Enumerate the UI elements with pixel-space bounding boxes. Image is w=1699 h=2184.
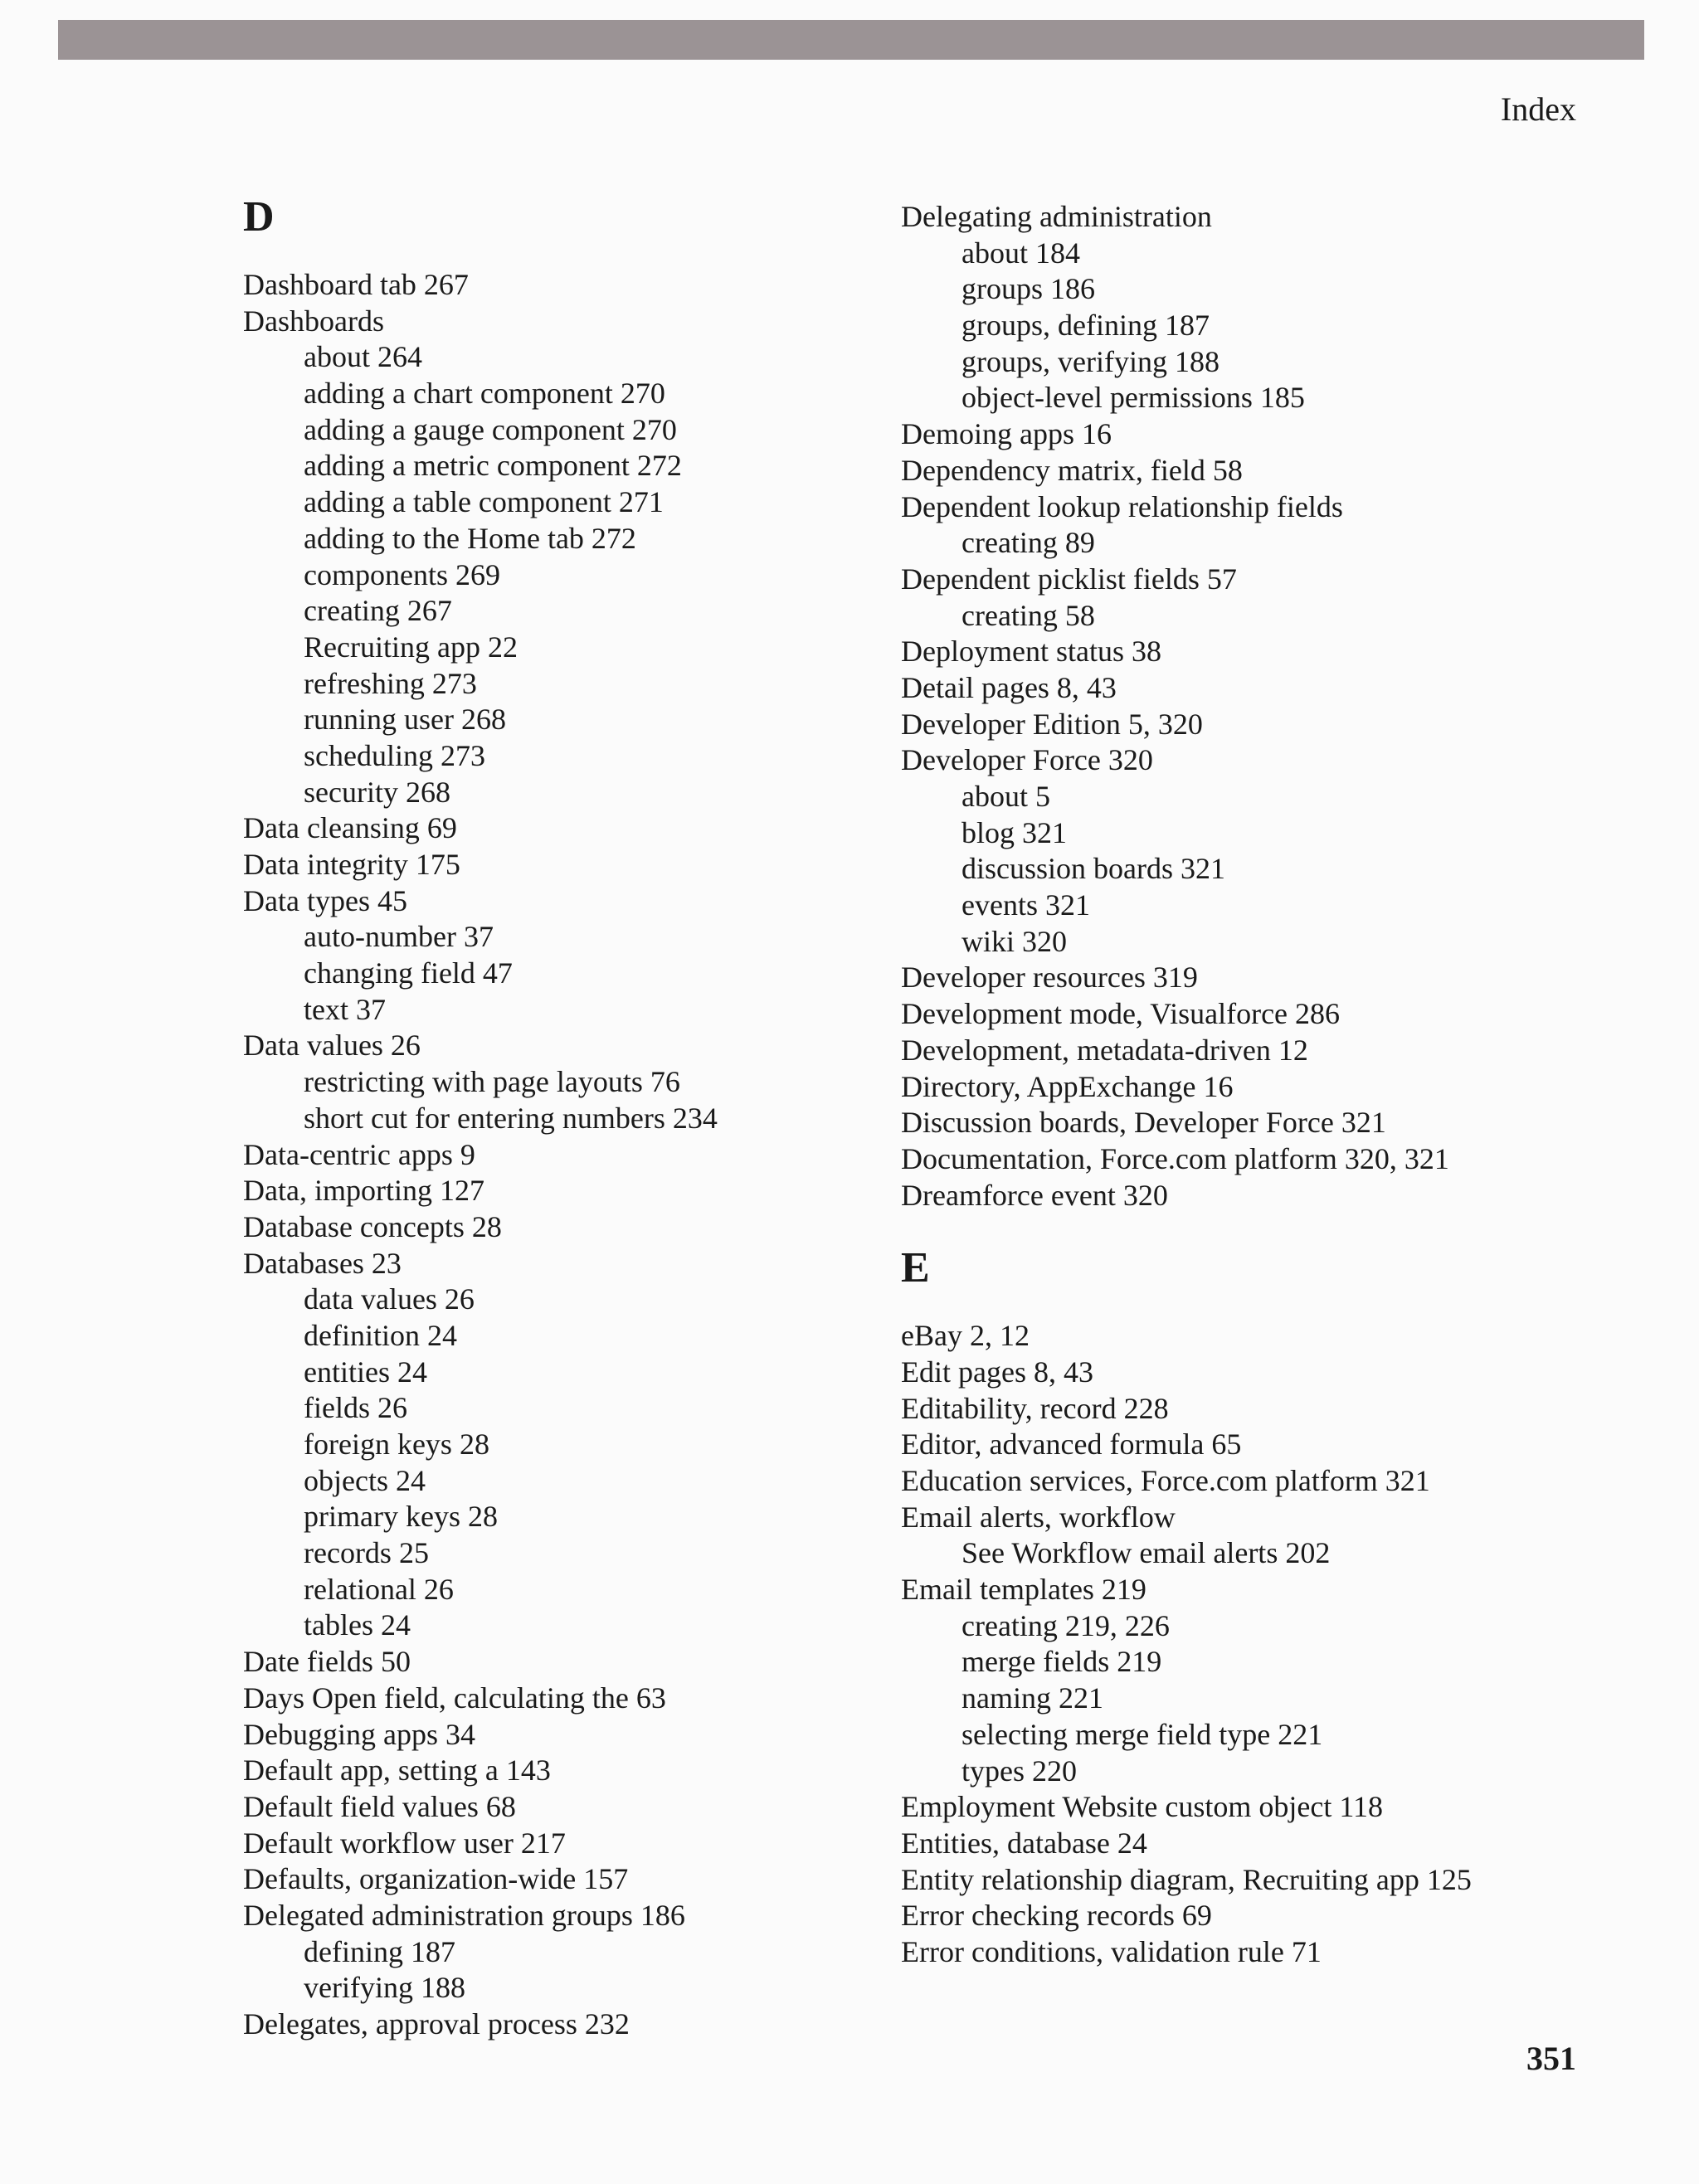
index-subentry: See Workflow email alerts 202 [961,1536,1331,1570]
index-entry: Default field values 68 [243,1789,516,1823]
index-entry: Default workflow user 217 [243,1826,566,1860]
index-entry: Delegates, approval process 232 [243,2007,630,2041]
index-subentry: fields 26 [304,1391,407,1425]
index-subentry: creating 89 [961,526,1095,560]
index-entry: Development, metadata-driven 12 [901,1033,1308,1067]
index-subentry: short cut for entering numbers 234 [304,1101,718,1135]
index-entry: Error conditions, validation rule 71 [901,1934,1322,1968]
index-entry: Employment Website custom object 118 [901,1790,1384,1824]
index-subentry: blog 321 [961,815,1068,849]
index-entry: Entities, database 24 [901,1826,1147,1860]
index-entry: Data values 26 [243,1029,421,1063]
index-entry: Demoing apps 16 [901,417,1112,451]
index-subentry: events 321 [961,888,1090,922]
index-subentry: security 268 [304,775,450,809]
index-subentry: components 269 [304,557,500,591]
index-entry: Education services, Force.com platform 321 [901,1464,1430,1497]
index-subentry: refreshing 273 [304,666,477,700]
index-entry: Error checking records 69 [901,1899,1212,1933]
index-entry: eBay 2, 12 [901,1319,1030,1353]
index-entry: Dreamforce event 320 [901,1178,1168,1212]
index-entry: Deployment status 38 [901,635,1161,669]
index-subentry: groups 186 [961,272,1095,306]
index-subentry: wiki 320 [961,924,1068,958]
index-subentry: discussion boards 321 [961,852,1225,886]
index-entry: Dependent picklist fields 57 [901,562,1237,596]
index-subentry: Recruiting app 22 [304,630,518,664]
index-entry: Days Open field, calculating the 63 [243,1681,666,1715]
index-subentry: objects 24 [304,1463,426,1497]
index-list-d [243,267,874,2043]
index-entry: Editor, advanced formula 65 [901,1428,1242,1462]
index-entry: Databases 23 [243,1246,402,1280]
index-subentry: object-level permissions 185 [961,381,1305,415]
index-entry: Email templates 219 [901,1573,1146,1607]
index-subentry: restricting with page layouts 76 [304,1065,680,1099]
index-subentry: about 5 [961,780,1050,813]
index-subentry: adding to the Home tab 272 [304,521,636,555]
index-subentry: foreign keys 28 [304,1428,489,1461]
index-column-right [901,199,1614,1971]
index-subentry: merge fields 219 [961,1645,1162,1679]
header-bar [58,20,1644,60]
index-subentry: groups, defining 187 [961,309,1210,343]
index-entry: Defaults, organization-wide 157 [243,1862,629,1896]
index-entry: Documentation, Force.com platform 320, 321 [901,1141,1449,1175]
index-subentry: defining 187 [304,1934,455,1968]
index-entry: Dependent lookup relationship fields [901,489,1343,523]
index-entry: Default app, setting a 143 [243,1754,551,1788]
index-entry: Discussion boards, Developer Force 321 [901,1106,1386,1140]
index-list-d-continued [901,199,1614,1214]
index-entry: Developer Edition 5, 320 [901,707,1203,741]
index-list-e [901,1318,1614,1970]
index-subentry: records 25 [304,1536,429,1570]
index-entry: Entity relationship diagram, Recruiting app 125 [901,1862,1472,1896]
index-entry: Editability, record 228 [901,1391,1169,1425]
index-entry: Development mode, Visualforce 286 [901,997,1341,1031]
index-subentry: groups, verifying 188 [961,344,1219,378]
index-entry: Dashboards [243,304,384,338]
index-entry: Email alerts, workflow [901,1500,1176,1534]
index-entry: Developer resources 319 [901,961,1198,995]
index-entry: Data integrity 175 [243,848,460,881]
section-letter-d: D [243,193,275,241]
index-subentry: types 220 [961,1754,1077,1788]
index-subentry: adding a gauge component 270 [304,412,677,446]
index-subentry: creating 58 [961,598,1095,632]
index-subentry: definition 24 [304,1318,457,1352]
index-subentry: about 184 [961,236,1080,270]
index-entry: Debugging apps 34 [243,1717,475,1751]
index-entry: Directory, AppExchange 16 [901,1069,1234,1103]
index-subentry: creating 267 [304,594,452,628]
index-subentry: text 37 [304,992,386,1026]
index-entry: Date fields 50 [243,1645,411,1679]
index-entry: Data cleansing 69 [243,811,457,845]
index-subentry: running user 268 [304,703,506,737]
index-subentry: verifying 188 [304,1971,465,2005]
index-subentry: relational 26 [304,1572,454,1606]
index-entry: Delegating administration [901,200,1212,233]
index-entry: Database concepts 28 [243,1209,502,1243]
index-entry: Edit pages 8, 43 [901,1355,1093,1389]
index-subentry: creating 219, 226 [961,1608,1170,1642]
index-entry: Data-centric apps 9 [243,1137,475,1171]
index-entry: Developer Force 320 [901,743,1153,777]
index-subentry: adding a table component 271 [304,485,664,519]
index-subentry: tables 24 [304,1608,411,1642]
index-subentry: adding a metric component 272 [304,449,682,483]
index-subentry: adding a chart component 270 [304,377,665,411]
index-entry: Data, importing 127 [243,1174,484,1208]
section-letter-e: E [901,1244,930,1292]
index-entry: Dependency matrix, field 58 [901,453,1243,487]
index-column-left [243,192,874,2043]
index-subentry: data values 26 [304,1282,475,1316]
index-subentry: primary keys 28 [304,1500,498,1534]
running-head: Index [1500,90,1576,128]
index-subentry: auto-number 37 [304,920,494,954]
index-subentry: selecting merge field type 221 [961,1717,1323,1751]
index-entry: Detail pages 8, 43 [901,670,1117,704]
page-number: 351 [1526,2040,1576,2077]
index-subentry: about 264 [304,340,422,374]
index-subentry: changing field 47 [304,956,513,990]
index-entry: Dashboard tab 267 [243,268,469,301]
index-subentry: scheduling 273 [304,738,485,772]
index-entry: Delegated administration groups 186 [243,1898,685,1932]
index-subentry: naming 221 [961,1681,1103,1715]
index-entry: Data types 45 [243,883,407,917]
index-subentry: entities 24 [304,1355,427,1389]
